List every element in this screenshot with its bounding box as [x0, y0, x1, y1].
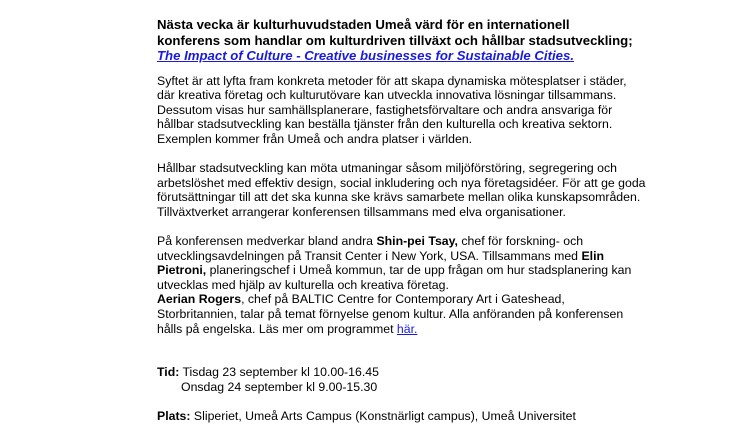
- speaker-role: Storbritannien, talar på temat förnyelse genom kultur. Alla anföranden på konferensen: [157, 307, 624, 321]
- paragraph-line: Exemplen kommer från Umeå och andra platser i världen.: [157, 131, 473, 146]
- paragraph-line: Dessutom visas hur samhällsplanerare, fastighetsförvaltare och andra ansvariga för: [157, 102, 613, 117]
- program-text: hålls på engelska. Läs mer om programmet: [157, 321, 397, 336]
- paragraph-line: Hållbar stadsutveckling kan möta utmaningar såsom miljöförstöring, segregering och: [157, 161, 617, 176]
- place-details: [157, 409, 677, 424]
- speaker-name-shin-pei-tsay: Shin-pei Tsay,: [376, 234, 458, 249]
- time-label: Tid:: [157, 365, 180, 380]
- speaker-role: , chef på BALTIC Centre for Contemporary Art i Gateshead,: [241, 292, 565, 307]
- speaker-name-elin-pietroni: Elin: [581, 248, 604, 263]
- heading-line-1: Nästa vecka är kulturhuvudstaden Umeå värd för en internationell: [157, 17, 570, 32]
- time-day-1: Tisdag 23 september kl 10.00-16.45: [179, 365, 379, 380]
- press-release-document: [157, 17, 677, 424]
- speaker-role: chef för forskning- och: [457, 234, 584, 249]
- paragraph-line: Syftet är att lyfta fram konkreta metoder för att skapa dynamiska mötesplatser i städer,: [157, 73, 627, 88]
- program-link[interactable]: här.: [396, 321, 418, 336]
- paragraph-line: förutsättningar till att det ska kunna ske krävs samarbete mellan olika kunskapsområden.: [157, 190, 641, 205]
- speaker-role: utvecklas med hjälp av kulturella och kreativa företag.: [157, 277, 449, 292]
- speakers-intro: På konferensen medverkar bland andra: [157, 234, 377, 249]
- heading-line-2: konferens som handlar om kulturdriven tillväxt och hållbar stadsutveckling;: [157, 32, 633, 48]
- speaker-role: planeringschef i Umeå kommun, tar de upp frågan om hur stadsplanering kan: [206, 263, 632, 278]
- place-label: Plats:: [157, 408, 191, 423]
- time-day-2: Onsdag 24 september kl 9.00-15.30: [181, 379, 378, 394]
- time-details: [157, 365, 677, 394]
- speaker-name-elin-pietroni-cont: Pietroni,: [157, 263, 207, 278]
- speaker-role: utvecklingsavdelningen på Transit Center i New York, USA. Tillsammans med: [157, 248, 582, 263]
- paragraph-sustainability: [157, 161, 677, 219]
- speaker-name-aerian-rogers: Aerian Rogers: [157, 292, 242, 307]
- heading: [157, 17, 677, 64]
- paragraph-line: där kreativa företag och kulturutövare kan utveckla innovativa lösningar tillsammans.: [157, 88, 617, 103]
- paragraph-speakers: [157, 234, 677, 336]
- paragraph-line: Tillväxtverket arrangerar konferensen tillsammans med elva organisationer.: [157, 204, 566, 219]
- place-value: Sliperiet, Umeå Arts Campus (Konstnärligt campus), Umeå Universitet: [190, 408, 576, 423]
- paragraph-line: arbetslöshet med effektiv design, social inkludering och nya företagsidéer. För att ge goda: [157, 175, 646, 190]
- conference-title-link[interactable]: The Impact of Culture - Creative businesses for Sustainable Cities.: [157, 48, 574, 63]
- paragraph-purpose: [157, 74, 677, 147]
- paragraph-line: hållbar stadsutveckling kan beställa tjänster från den kulturella och kreativa sektorn.: [157, 117, 613, 132]
